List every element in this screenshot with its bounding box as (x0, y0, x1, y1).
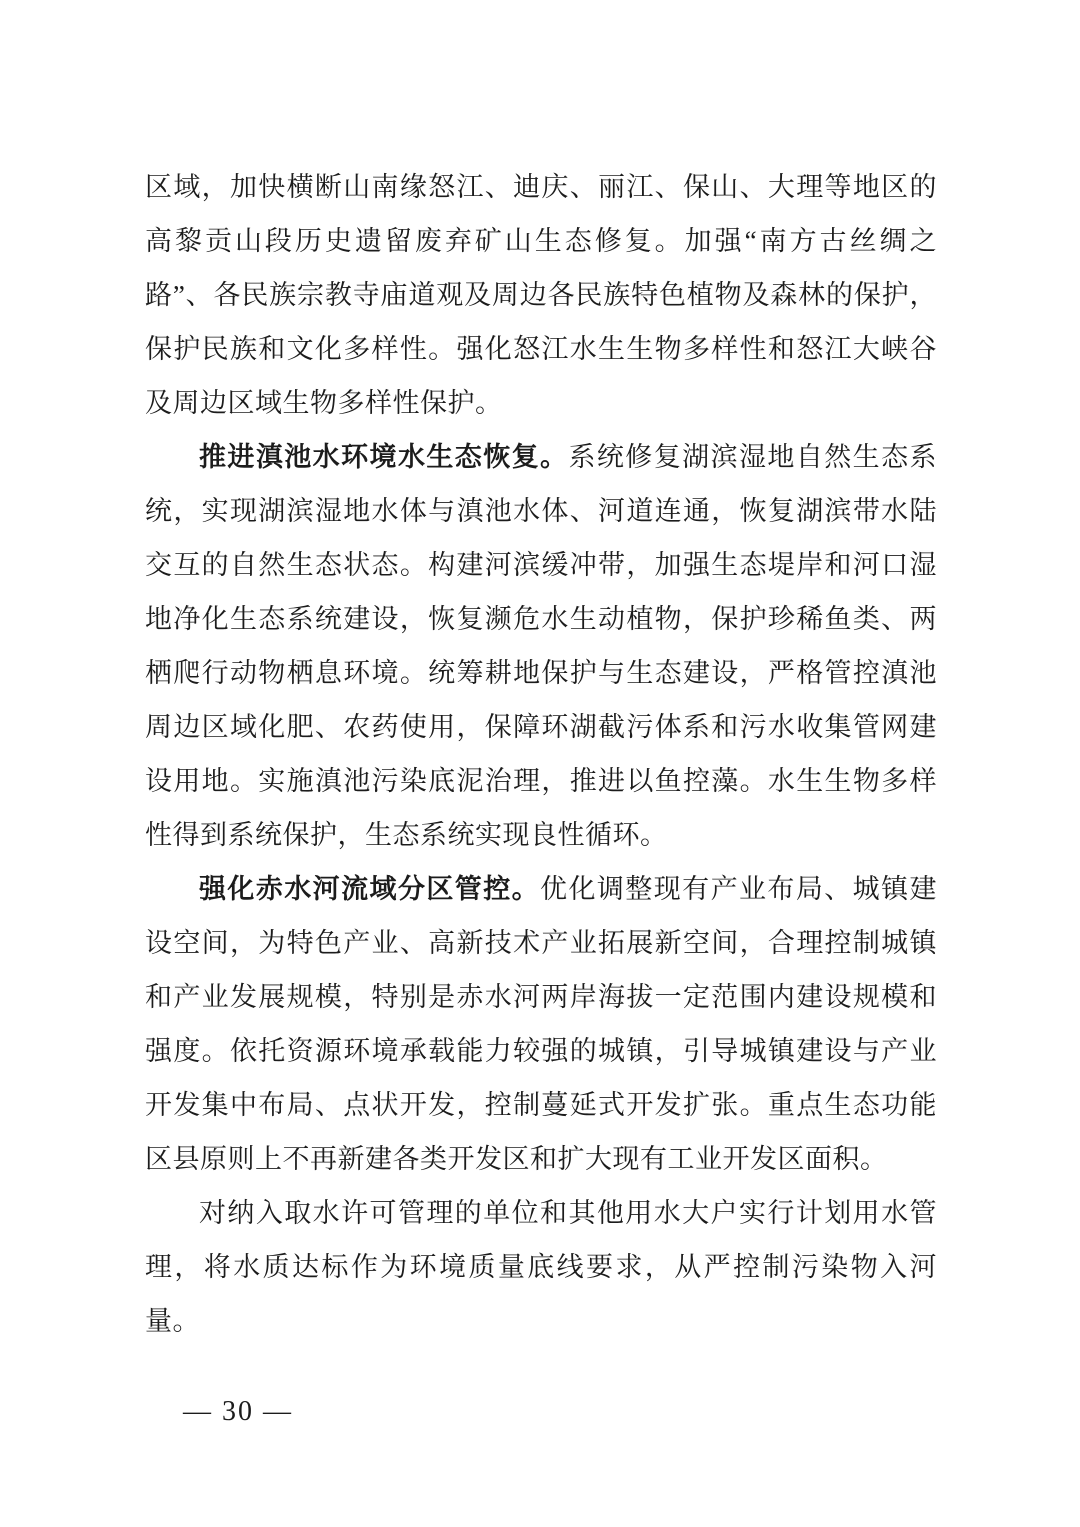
page-number: — 30 — (183, 1396, 293, 1427)
paragraph-lead: 推进滇池水环境水生态恢复。 (199, 442, 569, 472)
paragraph-text: 系统修复湖滨湿地自然生态系统，实现湖滨湿地水体与滇池水体、河道连通，恢复湖滨带水陆交互的自然生态状态。构建河滨缓冲带，加强生态堤岸和河口湿地净化生态系统建设，恢复濒危水生动植物，保护珍稀鱼类、两栖爬行动物栖息环境。统筹耕地保护与生态建设，严格管控滇池周边区域化肥、农药使用，保障环湖截污体系和污水收集管网建设用地。实施滇池污染底泥治理，推进以鱼控藻。水生生物多样性得到系统保护，生态系统实现良性循环。 (145, 442, 938, 850)
paragraph-lead: 强化赤水河流域分区管控。 (199, 874, 541, 904)
paragraph-text: 优化调整现有产业布局、城镇建设空间，为特色产业、高新技术产业拓展新空间，合理控制城镇和产业发展规模，特别是赤水河两岸海拔一定范围内建设规模和强度。依托资源环境承载能力较强的城镇，引导城镇建设与产业开发集中布局、点状开发，控制蔓延式开发扩张。重点生态功能区县原则上不再新建各类开发区和扩大现有工业开发区面积。 (145, 874, 938, 1174)
paragraph (145, 430, 937, 862)
paragraph (145, 160, 937, 430)
paragraph-text: 区域，加快横断山南缘怒江、迪庆、丽江、保山、大理等地区的高黎贡山段历史遗留废弃矿山生态修复。加强“南方古丝绸之路”、各民族宗教寺庙道观及周边各民族特色植物及森林的保护，保护民族和文化多样性。强化怒江水生生物多样性和怒江大峡谷及周边区域生物多样性保护。 (145, 172, 937, 418)
paragraph-text: 对纳入取水许可管理的单位和其他用水大户实行计划用水管理，将水质达标作为环境质量底线要求，从严控制污染物入河量。 (145, 1198, 937, 1336)
page-footer (147, 1352, 293, 1472)
paragraph (145, 1186, 937, 1348)
paragraph (145, 862, 937, 1186)
document-body (145, 160, 937, 1348)
